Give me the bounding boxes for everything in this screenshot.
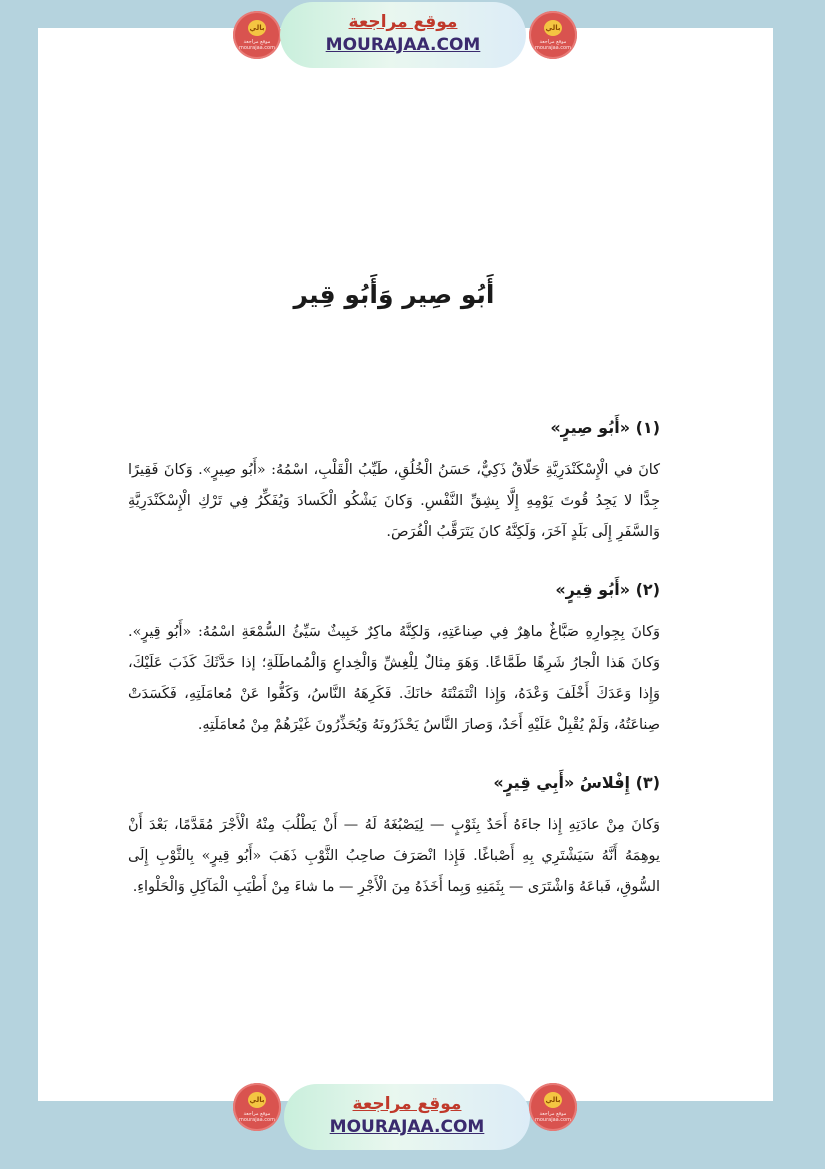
section-paragraph: وَكانَ مِنْ عادَتِهِ إِذا جاءَهُ أَحَدٌ بِثَوْبٍ — لِيَصْبُغَهُ لَهُ — أَنْ يَطْلُبَ مِنْهُ الْأَجْرَ مُقَدَّمًا، بَعْدَ أَنْ يوهِمَهُ أَنَّهُ سَيَشْتَرِي بِهِ أَصْباغًا. فَإِذا انْصَرَفَ صاحِبُ الثَّوْبِ ذَهَبَ «أَبُو قِيرٍ» بِالثَّوْبِ إِلَى السُّوقِ، فَباعَهُ وَاشْتَرَى — بِثَمَنِهِ وَبِما أَخَذَهُ مِنَ الْأَجْرِ — ما شاءَ مِنْ أَطْيَبِ الْمَآكِلِ وَالْحَلْواءِ.	[128, 817, 660, 895]
logo-caption-ar: موقع مراجعة	[539, 1111, 567, 1117]
site-footer	[0, 1082, 825, 1152]
logo-caption-en: mourajaa.com	[534, 1117, 571, 1123]
logo-glyph: بالي	[248, 1092, 266, 1108]
site-logo-badge	[233, 11, 281, 59]
site-name-ar[interactable]: موقع مراجعة	[348, 12, 458, 32]
section-paragraph: وَكانَ بِجِوارِهِ صَبَّاغٌ ماهِرٌ فِي صِناعَتِهِ، وَلكِنَّهُ ماكِرٌ خَبِيثٌ سَيِّئُ السُّمْعَةِ اسْمُهُ: «أَبُو قِيرٍ». وَكانَ هَذا الْجارُ شَرِهًا طَمَّاعًا. وَهَوَ مِثالٌ لِلْغِشِّ وَالْخِداعِ وَالْمُماطَلَةِ؛ إذا حَدَّثَكَ كَذَبَ عَلَيْكَ، وَإِذا وَعَدَكَ أَخْلَفَ وَعْدَهُ، وَإِذا ائْتَمَنْتَهُ خانَكَ. فَكَرِهَهُ النَّاسُ، وَكَفُّوا عَنْ مُعامَلَتِهِ، فَكَسَدَتْ صِناعَتُهُ، وَلَمْ يُقْبِلْ عَلَيْهِ أَحَدٌ، وَصارَ النَّاسُ يَحْذَرُونَهُ وَيُحَذِّرُونَ غَيْرَهُمْ مِنْ مُعامَلَتِهِ.	[128, 624, 660, 733]
logo-caption-ar: موقع مراجعة	[243, 1111, 271, 1117]
site-logo-badge	[529, 1083, 577, 1131]
site-name-en[interactable]: MOURAJAA.COM	[329, 1117, 485, 1137]
logo-glyph: بالي	[248, 20, 266, 36]
document-title: أَبُو صِير وَأَبُو قِير	[293, 280, 495, 309]
section-heading: (٣) إِفْلاسُ «أَبِي قِيرٍ»	[493, 773, 660, 792]
logo-caption-en: mourajaa.com	[534, 45, 571, 51]
site-name-ar[interactable]: موقع مراجعة	[352, 1094, 462, 1114]
logo-caption-en: mourajaa.com	[238, 45, 275, 51]
site-name-banner[interactable]	[280, 2, 526, 68]
site-logo-badge	[529, 11, 577, 59]
site-header	[0, 0, 825, 70]
logo-glyph: بالي	[544, 20, 562, 36]
section-paragraph: كانَ في الْإِسْكَنْدَرِيَّةِ حَلّاقٌ ذَكِيٌّ، حَسَنُ الْخُلُقِ، طَيِّبُ الْقَلْبِ، اسْمُهُ: «أَبُو صِيرٍ». وَكانَ فَقِيرًا جِدًّا لا يَجِدُ قُوتَ يَوْمِهِ إِلَّا بِشِقِّ النَّفْسِ. وَكانَ يَشْكُو الْكَسادَ وَيُفَكِّرُ فِي تَرْكِ الْإِسْكَنْدَرِيَّةِ وَالسَّفَرِ إِلَى بَلَدٍ آخَرَ، وَلَكِنَّهُ كانَ يَتَرَقَّبُ الْفُرَصَ.	[128, 462, 660, 540]
site-name-en[interactable]: MOURAJAA.COM	[325, 35, 481, 55]
document-body	[128, 270, 660, 903]
logo-caption-ar: موقع مراجعة	[539, 39, 567, 45]
logo-glyph: بالي	[544, 1092, 562, 1108]
site-name-banner[interactable]	[284, 1084, 530, 1150]
logo-caption-en: mourajaa.com	[238, 1117, 275, 1123]
section-heading: (١) «أَبُو صِيرٍ»	[550, 418, 660, 437]
site-logo-badge	[233, 1083, 281, 1131]
logo-caption-ar: موقع مراجعة	[243, 39, 271, 45]
section-heading: (٢) «أَبُو قِيرٍ»	[555, 580, 660, 599]
